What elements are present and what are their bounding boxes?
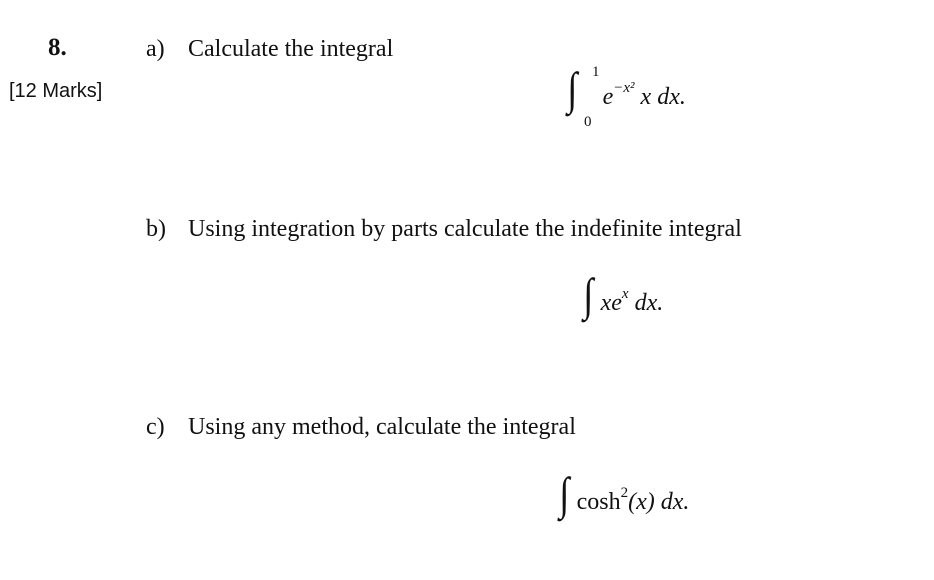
integrand-argument: (x): [628, 489, 655, 515]
integrand-base: xe: [600, 290, 622, 316]
part-c-text: Using any method, calculate the integral: [188, 414, 576, 440]
part-c-label: c): [146, 414, 165, 440]
integrand-rest: x dx.: [640, 84, 686, 110]
part-a-text: Calculate the integral: [188, 36, 394, 62]
integrand-rest: dx.: [634, 290, 664, 316]
integrand-function: cosh: [576, 489, 621, 515]
part-a-prompt: [146, 36, 393, 63]
integrand-exponent: −x²: [613, 80, 635, 96]
question-number: 8.: [48, 34, 67, 61]
part-a-formula: [566, 63, 686, 130]
upper-limit: 1: [592, 64, 600, 80]
part-a-label: a): [146, 36, 165, 62]
part-b-text: Using integration by parts calculate the indefinite integral: [188, 216, 742, 242]
integrand-exponent: x: [621, 286, 629, 302]
integral-sign: ∫: [567, 63, 578, 114]
part-b-formula: [582, 269, 664, 320]
integrand-base: e: [602, 84, 614, 110]
part-b-prompt: [146, 216, 742, 243]
integrand-power: 2: [620, 485, 629, 501]
part-c-prompt: [146, 414, 576, 441]
integral-sign: ∫: [559, 468, 570, 519]
part-c-formula: [558, 468, 690, 519]
lower-limit: 0: [584, 114, 592, 130]
integral-sign: ∫: [583, 269, 594, 320]
part-b-label: b): [146, 216, 166, 242]
marks-label: [12 Marks]: [9, 80, 103, 102]
integrand-rest: dx.: [660, 489, 690, 515]
